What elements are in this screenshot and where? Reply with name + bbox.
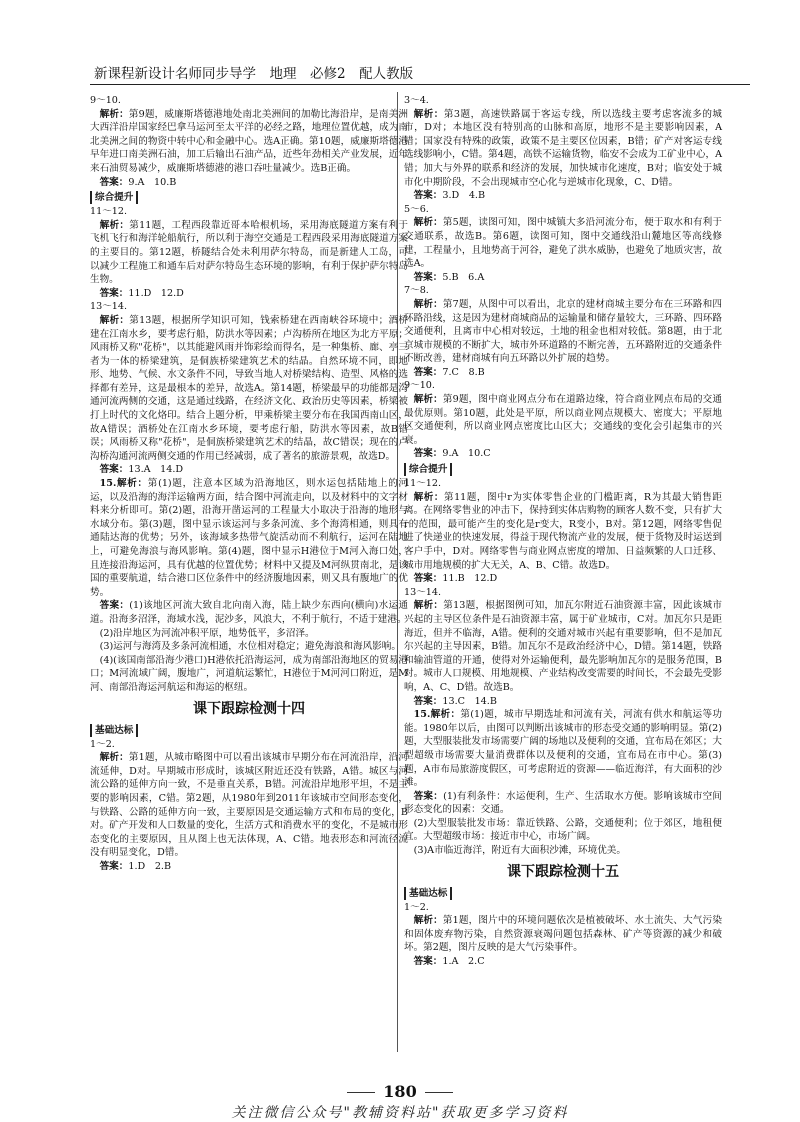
- paragraph-text: 第11题，图中r为实体零售企业的门槛距离，R为其最大销售距离。在网络零售业的冲击下，保持到实体店购物的顾客人数不变，只有扩大r的范围，最可能产生的变化是r变大，R变小，B对。第12题，网络零售促进了快递业的快速发展，得益于现代物流产业的发展，便于货物及时运送到客户手中，D对。网络零售与商业网点密度的增加、日益频繁的人口迁移、城市用地规模的扩大无关，A、B、C错。故选D。: [404, 491, 722, 571]
- analysis-paragraph: [90, 314, 408, 464]
- answer-line: (2)大型服装批发市场：靠近铁路、公路，交通便利；位于郊区，地租便宜。大型超级市场：接近市中心，市场广阔。: [404, 817, 722, 843]
- answer-line: (4)(该国南部沿海少港口)H港依托沿海运河，成为南部沿海地区的贸易港口；M河流域广阔，腹地广，河道航运繁忙，H港位于M河河口附近，是M河、南部沿海运河航运和海运的枢纽。: [90, 654, 408, 693]
- answer-label: 答案：: [99, 287, 129, 299]
- answer-label: 答案：: [99, 176, 129, 188]
- analysis-paragraph: [404, 914, 722, 955]
- analysis-label: 解析：: [99, 752, 129, 764]
- question-range: 11～12.: [90, 206, 128, 218]
- exercise-title: 课下跟踪检测十四: [193, 700, 305, 717]
- answer-paragraph: [404, 955, 722, 969]
- question-range: 5～6.: [404, 203, 429, 215]
- section-heading-label: 基础达标: [90, 724, 138, 737]
- question-range: 9～10.: [404, 380, 435, 392]
- analysis-label: 15.解析：: [413, 709, 461, 721]
- paragraph-text: 5.B 6.A: [442, 271, 485, 283]
- answer-paragraph: [404, 189, 722, 203]
- answer-label: 答案：: [99, 600, 130, 612]
- answer-label: 答案：: [413, 573, 443, 585]
- paragraph-text: 第9题，图中商业网点分布在道路边缘，符合商业网点布局的交通最优原则。第10题，此处是平原，所以商业网点规模大、密度大；平原地区交通便利，所以商业网点密度比山区大；交通线的变化会引起集市的兴衰。: [404, 394, 723, 446]
- answer-label: 答案：: [413, 366, 443, 378]
- answer-paragraph: [404, 572, 722, 586]
- footer-note: 关注微信公众号"教辅资料站"获取更多学习资料: [231, 1105, 569, 1121]
- question-range: 3～4.: [404, 95, 429, 106]
- question-range: 1～2.: [90, 738, 115, 750]
- answer-paragraph: [404, 271, 722, 285]
- paragraph-text: (1)该地区河流大致自北向南入海，陆上缺少东西向(横向)水运通道。沿海多沼泽，海域水浅，泥沙多，风浪大，不利于航行，不适于建港。: [90, 600, 409, 625]
- section-heading-label: 综合提升: [90, 191, 138, 204]
- dash-right: [425, 1092, 453, 1093]
- answer-label: 答案：: [413, 190, 443, 202]
- answer-line: (3)运河与海湾及多条河流相通，水位相对稳定；避免海浪和海风影响。: [99, 641, 401, 653]
- answer-line: (2)沿岸地区为河流冲积平原，地势低平，多沼泽。: [99, 627, 315, 639]
- paragraph-text: 第7题，从图中可以看出，北京的建材商城主要分布在三环路和四环路沿线，这是因为建材商城商品的运输量和储存量较大，三环路、四环路交通便利，且离市中心相对较远，土地的租金也相对较低。第8题，由于北京城市规模的不断扩大，城市外环道路的不断完善，五环路附近的交通条件不断改善，建材商城有向五环路以外扩展的趋势。: [404, 298, 723, 365]
- question-range: 9～10.: [90, 95, 121, 106]
- analysis-paragraph: [404, 599, 722, 694]
- section-heading: [404, 461, 722, 477]
- analysis-paragraph: [90, 219, 408, 287]
- paragraph-text: 11.B 12.D: [442, 573, 498, 585]
- answer-label: 答案：: [413, 271, 443, 283]
- answer-paragraph: [90, 176, 408, 190]
- paragraph-text: 第11题，工程西段靠近哥本哈根机场，采用海底隧道方案有利于飞机飞行和海洋轮船航行，所以利于海空交通是工程西段采用海底隧道方案的主要目的。第12题，桥隧结合处未利用萨尔特岛，而是新建人工岛，可以减少工程施工和通车后对萨尔特岛生态环境的影响，有利于保护萨尔特岛生物。: [90, 219, 408, 286]
- answer-paragraph: [90, 599, 408, 626]
- analysis-label: 解析：: [413, 394, 443, 406]
- analysis-label: 解析：: [413, 915, 443, 927]
- exercise-title: 课下跟踪检测十五: [507, 863, 619, 880]
- analysis-label: 解析：: [413, 600, 444, 612]
- answer-paragraph: [90, 463, 408, 477]
- paragraph-text: 7.C 8.B: [442, 366, 485, 378]
- analysis-label: 解析：: [413, 491, 444, 503]
- question-range: 13～14.: [90, 301, 128, 313]
- paragraph-text: 11.D 12.D: [128, 287, 184, 299]
- paragraph-text: 第13题，根据图例可知，加瓦尔附近石油资源丰富，因此该城市兴起的主导区位条件是石油资源丰富，属于矿业城市，C对。加瓦尔只是距海近，但并不临海，A错。便利的交通对城市兴起有重要影响，但不是加瓦尔兴起的主导因素，B错。加瓦尔不是政治经济中心，D错。第14题，铁路和输油管道的开通，使得对外运输便利，最先影响加瓦尔的是服务范围，B对。城市人口规模、用地规模、产业结构改变需要的时间长，不会最先受影响，A、C、D错。故选B。: [404, 600, 722, 693]
- paragraph-text: 第1题，图片中的环境问题依次是植被破坏、水土流失、大气污染和固体废弃物污染，自然资源衰竭问题包括森林、矿产等资源的减少和破坏。第2题，图片反映的是大气污染事件。: [404, 915, 723, 954]
- answer-line: (3)A市临近海洋，附近有大面积沙滩，环境优美。: [413, 845, 626, 857]
- left-column: [90, 94, 408, 873]
- analysis-paragraph: [404, 108, 722, 190]
- analysis-paragraph: [404, 393, 722, 447]
- paragraph-text: 1.A 2.C: [442, 956, 485, 968]
- answer-label: 答案：: [413, 956, 443, 968]
- answer-paragraph: [90, 287, 408, 301]
- paragraph-text: 13.A 14.D: [128, 464, 184, 476]
- paragraph-text: 9.A 10.B: [128, 176, 177, 188]
- question-range: 11～12.: [404, 478, 442, 490]
- paragraph-text: 1.D 2.B: [128, 860, 172, 872]
- paragraph-text: 第1题，从城市略图中可以看出该城市早期分布在河流沿岸，沿河流延伸，D对。早期城市形成时，该城区附近还没有铁路，A错。城区与河流公路的延伸方向一致，不是垂直关系，B错。河流沿岸地形平坦，不是主要的影响因素，C错。第2题，从1980年到2011年该城市空间形态变化，与铁路、公路的延伸方向一致，主要原因是交通运输方式和布局的变化，B对。矿产开发和人口数量的变化，生活方式和消费水平的变化，不是城市形态变化的主要原因，且从图上也无法体现，A、C错。地表形态和河流径流没有明显变化，D错。: [90, 752, 409, 859]
- answer-label: 答案：: [413, 695, 443, 707]
- answer-paragraph: [404, 790, 722, 817]
- dash-left: [347, 1092, 375, 1093]
- paragraph-text: 第5题，读图可知，图中城镇大多沿河流分布，便于取水和有利于交通联系，故选B。第6题，读图可知，图中交通线沿山麓地区等高线修建，工程量小，且地势高于河谷，避免了洪水威胁，也避免了地质灾害，故选A。: [404, 217, 723, 270]
- paragraph-text: 第(1)题，城市早期选址和河流有关，河流有供水和航运等功能。1980年以后，由图可以判断出该城市的形态受交通的影响明显。第(2)题，大型服装批发市场需要广阔的场地以及便利的交通，宜布局在郊区；大型超级市场需要大量消费群体以及便利的交通，宜布局在市中心。第(3)题，A市布局旅游度假区，可考虑附近的资源——临近海洋，有大面积的沙滩。: [404, 709, 722, 789]
- analysis-label: 解析：: [99, 314, 130, 326]
- answer-paragraph: [404, 366, 722, 380]
- analysis-paragraph: [404, 298, 722, 366]
- answer-paragraph: [90, 860, 408, 874]
- analysis-label: 15.解析：: [99, 478, 148, 490]
- analysis-paragraph: [90, 751, 408, 860]
- question-range: 13～14.: [404, 586, 442, 598]
- analysis-label: 解析：: [413, 108, 444, 120]
- analysis-label: 解析：: [413, 298, 443, 310]
- analysis-paragraph: [90, 108, 408, 176]
- paragraph-text: 9.A 10.C: [442, 448, 491, 460]
- question-range: 1～2.: [404, 901, 429, 913]
- question-range: 7～8.: [404, 285, 429, 297]
- section-heading: [90, 189, 408, 205]
- page-header: [90, 62, 750, 85]
- page-number-row: [0, 1082, 800, 1101]
- answer-label: 答案：: [413, 448, 443, 460]
- analysis-paragraph: [404, 708, 722, 790]
- answer-label: 答案：: [99, 860, 129, 872]
- paragraph-text: 第13题，根据所学知识可知，钱索桥建在西南峡谷环境中；酒桥建在江南水乡，要考虑行船，防洪水等因素；卢沟桥所在地区为北方平原；风雨桥又称"花桥"，以其能避风雨并饰彩绘而得名，是一种集桥、廊、亭三者为一体的桥梁建筑，是侗族桥梁建筑艺术的结晶。自然环境不同，即地形、地势、气候、水文条件不同，导致当地人对桥梁结构、造型、风格的选择都有差异，这是最根本的差异，故选A。第14题，桥梁最早的功能都是沟通河流两侧的交通，这是通过线路，在经济文化、政治历史等因素，桥梁被打上时代的文化烙印。结合上题分析，甲乘桥梁主要分布在我国西南山区，故A错误；酒桥处在江南水乡环境，要考虑行船，防洪水等因素，故B错误；风雨桥又称"花桥"，是侗族桥梁建筑艺术的结晶，故C错误；现在的卢沟桥沟通河流两侧交通的作用已经减弱，成了著名的旅游景观，故选D。: [90, 314, 408, 462]
- paragraph-text: 13.C 14.B: [442, 695, 497, 707]
- section-heading: [404, 885, 722, 901]
- paragraph-text: 第9题，威廉斯塔德港地处南北美洲间的加勒比海沿岸，是南美洲大西洋沿岸国家经巴拿马运河至太平洋的必经之路，地理位置优越，成为南北美洲之间的物资中转中心和金融中心。选A正确。第10题，威廉斯塔德港早年进口南美洲石油，加工后输出石油产品，近些年劲相关产业发展，近年来石油贸易减少，威廉斯塔德港的港口吞吐量减少。选B正确。: [90, 108, 409, 174]
- section-heading: [90, 722, 408, 738]
- paragraph-text: (1)有利条件：水运便利，生产、生活取水方便。影响该城市空间形态变化的因素：交通。: [404, 790, 722, 816]
- right-column: [404, 94, 722, 969]
- answer-label: 答案：: [413, 790, 444, 802]
- answer-paragraph: [404, 447, 722, 461]
- analysis-label: 解析：: [99, 108, 129, 120]
- paragraph-text: 3.D 4.B: [442, 190, 486, 202]
- analysis-label: 解析：: [413, 217, 443, 229]
- page-number: 180: [383, 1082, 417, 1101]
- header-title: 新课程新设计名师同步导学 地理 必修2 配人教版: [94, 66, 414, 82]
- paragraph-text: 第(1)题，注意本区域为沿海地区，则水运包括陆地上的河运，以及沿海的海洋运输两方面，结合图中河流走向，以及材料中的文字材料来分析即可。第(2)题，沿海开凿运河的工程量大小取决于沿海的地形与水域分布。第(3)题，图中显示该运河与多条河流、多个海湾相通，则具有通陆达海的优势；另外，该海域多热带气旋活动而不利航行，运河在陆地上，可避免海浪与海风影响。第(4)题，图中显示H港位于M河入海口处，且连接沿海运河，具有优越的位置优势；材料中又提及M河纵贯南北，是该国的重要航道，结合港口区位条件中的经济腹地因素，则又具有腹地广的优势。: [90, 478, 408, 598]
- analysis-paragraph: [90, 477, 408, 599]
- answer-paragraph: [404, 695, 722, 709]
- analysis-paragraph: [404, 491, 722, 573]
- analysis-label: 解析：: [99, 219, 130, 231]
- answer-label: 答案：: [99, 464, 129, 476]
- paragraph-text: 第3题，高速铁路属于客运专线，所以选线主要考虑客流多的城市，D对；本地区没有特别高的山脉和高原，地形不是主要影响因素，A错；国家没有特殊的政策，政策不是主要区位因素，B错；矿产对客运专线选线影响小，C错。第4题，高铁不运输货物，临安不会成为工矿业中心，A错；加大与外界的联系和经济的发展，加快城市化速度，B对；临安处于城市化中期阶段，不会出现城市空心化与逆城市化现象，C、D错。: [404, 108, 722, 188]
- section-heading-label: 综合提升: [404, 463, 452, 476]
- analysis-paragraph: [404, 216, 722, 270]
- section-heading-label: 基础达标: [404, 887, 452, 900]
